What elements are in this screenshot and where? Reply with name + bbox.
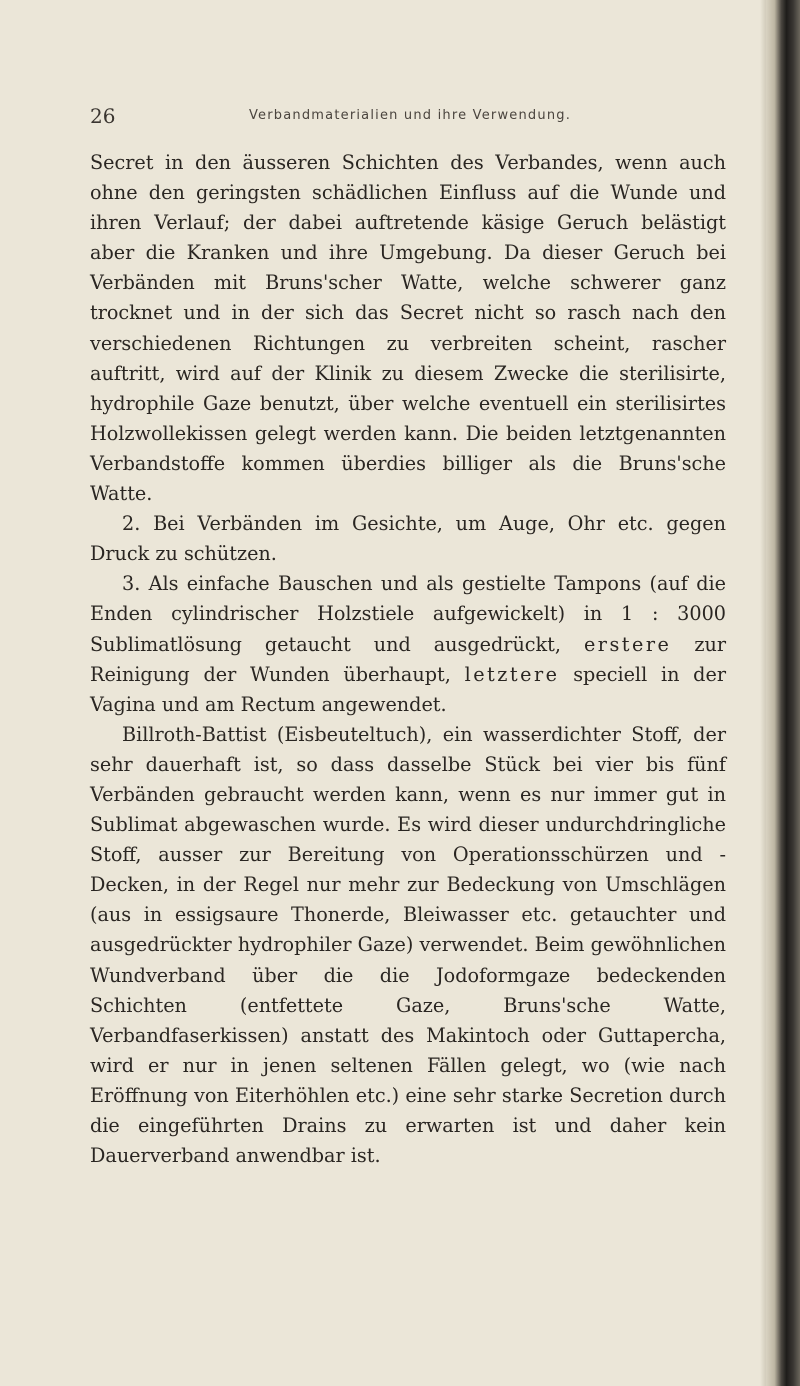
- page-number: 26: [90, 104, 116, 128]
- page-header: [90, 104, 730, 134]
- book-spine: [766, 0, 800, 1386]
- paragraph: [90, 509, 726, 569]
- paragraph: [90, 148, 726, 509]
- emphasized-text: letztere: [464, 662, 560, 686]
- paragraph: [90, 720, 726, 1171]
- paragraph: [90, 569, 726, 719]
- running-head: Verbandmaterialien und ihre Verwendung.: [248, 108, 572, 123]
- paragraph-text: Billroth-Battist (Eisbeuteltuch), ein wasserdichter Stoff, der sehr dauerhaft ist, so dass dasselbe Stück bei vier bis fünf Verbänden gebraucht werden kann, wenn es nur immer gut in Sublimat abgewaschen wurde. Es wird dieser undurchdringliche Stoff, ausser zur Bereitung von Operationsschürzen und -Decken, in der Regel nur mehr zur Bedeckung von Umschlägen (aus in essigsaure Thonerde, Bleiwasser etc. getauchter und ausgedrückter hydrophiler Gaze) verwendet. Beim gewöhnlichen Wundverband über die die Jodoformgaze bedeckenden Schichten (entfettete Gaze, Bruns'sche Watte, Verbandfaserkissen) anstatt des Makintoch oder Guttapercha, wird er nur in jenen seltenen Fällen gelegt, wo (wie nach Eröffnung von Eiterhöhlen etc.) eine sehr starke Secretion durch die eingeführten Drains zu erwarten ist und daher kein Dauerverband anwendbar ist.: [90, 722, 726, 1168]
- paragraph-text: speciell in der Vagina und am Rectum angewendet.: [90, 662, 726, 716]
- paragraph-text: zur Reinigung der Wunden überhaupt,: [90, 632, 726, 686]
- paragraph-text: 2. Bei Verbänden im Gesichte, um Auge, Ohr etc. gegen Druck zu schützen.: [90, 512, 726, 566]
- emphasized-text: erstere: [583, 632, 672, 656]
- paragraph-text: 3. Als einfache Bauschen und als gestielte Tampons (auf die Enden cylindrischer Holzstiele aufgewickelt) in 1 : 3000 Sublimatlösung getaucht und ausgedrückt,: [90, 572, 726, 656]
- paragraph-text: Secret in den äusseren Schichten des Verbandes, wenn auch ohne den geringsten schädlichen Einfluss auf die Wunde und ihren Verlauf; der dabei auftretende käsige Geruch belästigt aber die Kranken und ihre Umgebung. Da dieser Geruch bei Verbänden mit Bruns'scher Watte, welche schwerer ganz trocknet und in der sich das Secret nicht so rasch nach den verschiedenen Richtungen zu verbreiten scheint, rascher auftritt, wird auf der Klinik zu diesem Zwecke die sterilisirte, hydrophile Gaze benutzt, über welche eventuell ein sterilisirtes Holzwollekissen gelegt werden kann. Die beiden letztgenannten Verbandstoffe kommen überdies billiger als die Bruns'sche Watte.: [90, 151, 726, 506]
- body-text: [90, 148, 726, 1171]
